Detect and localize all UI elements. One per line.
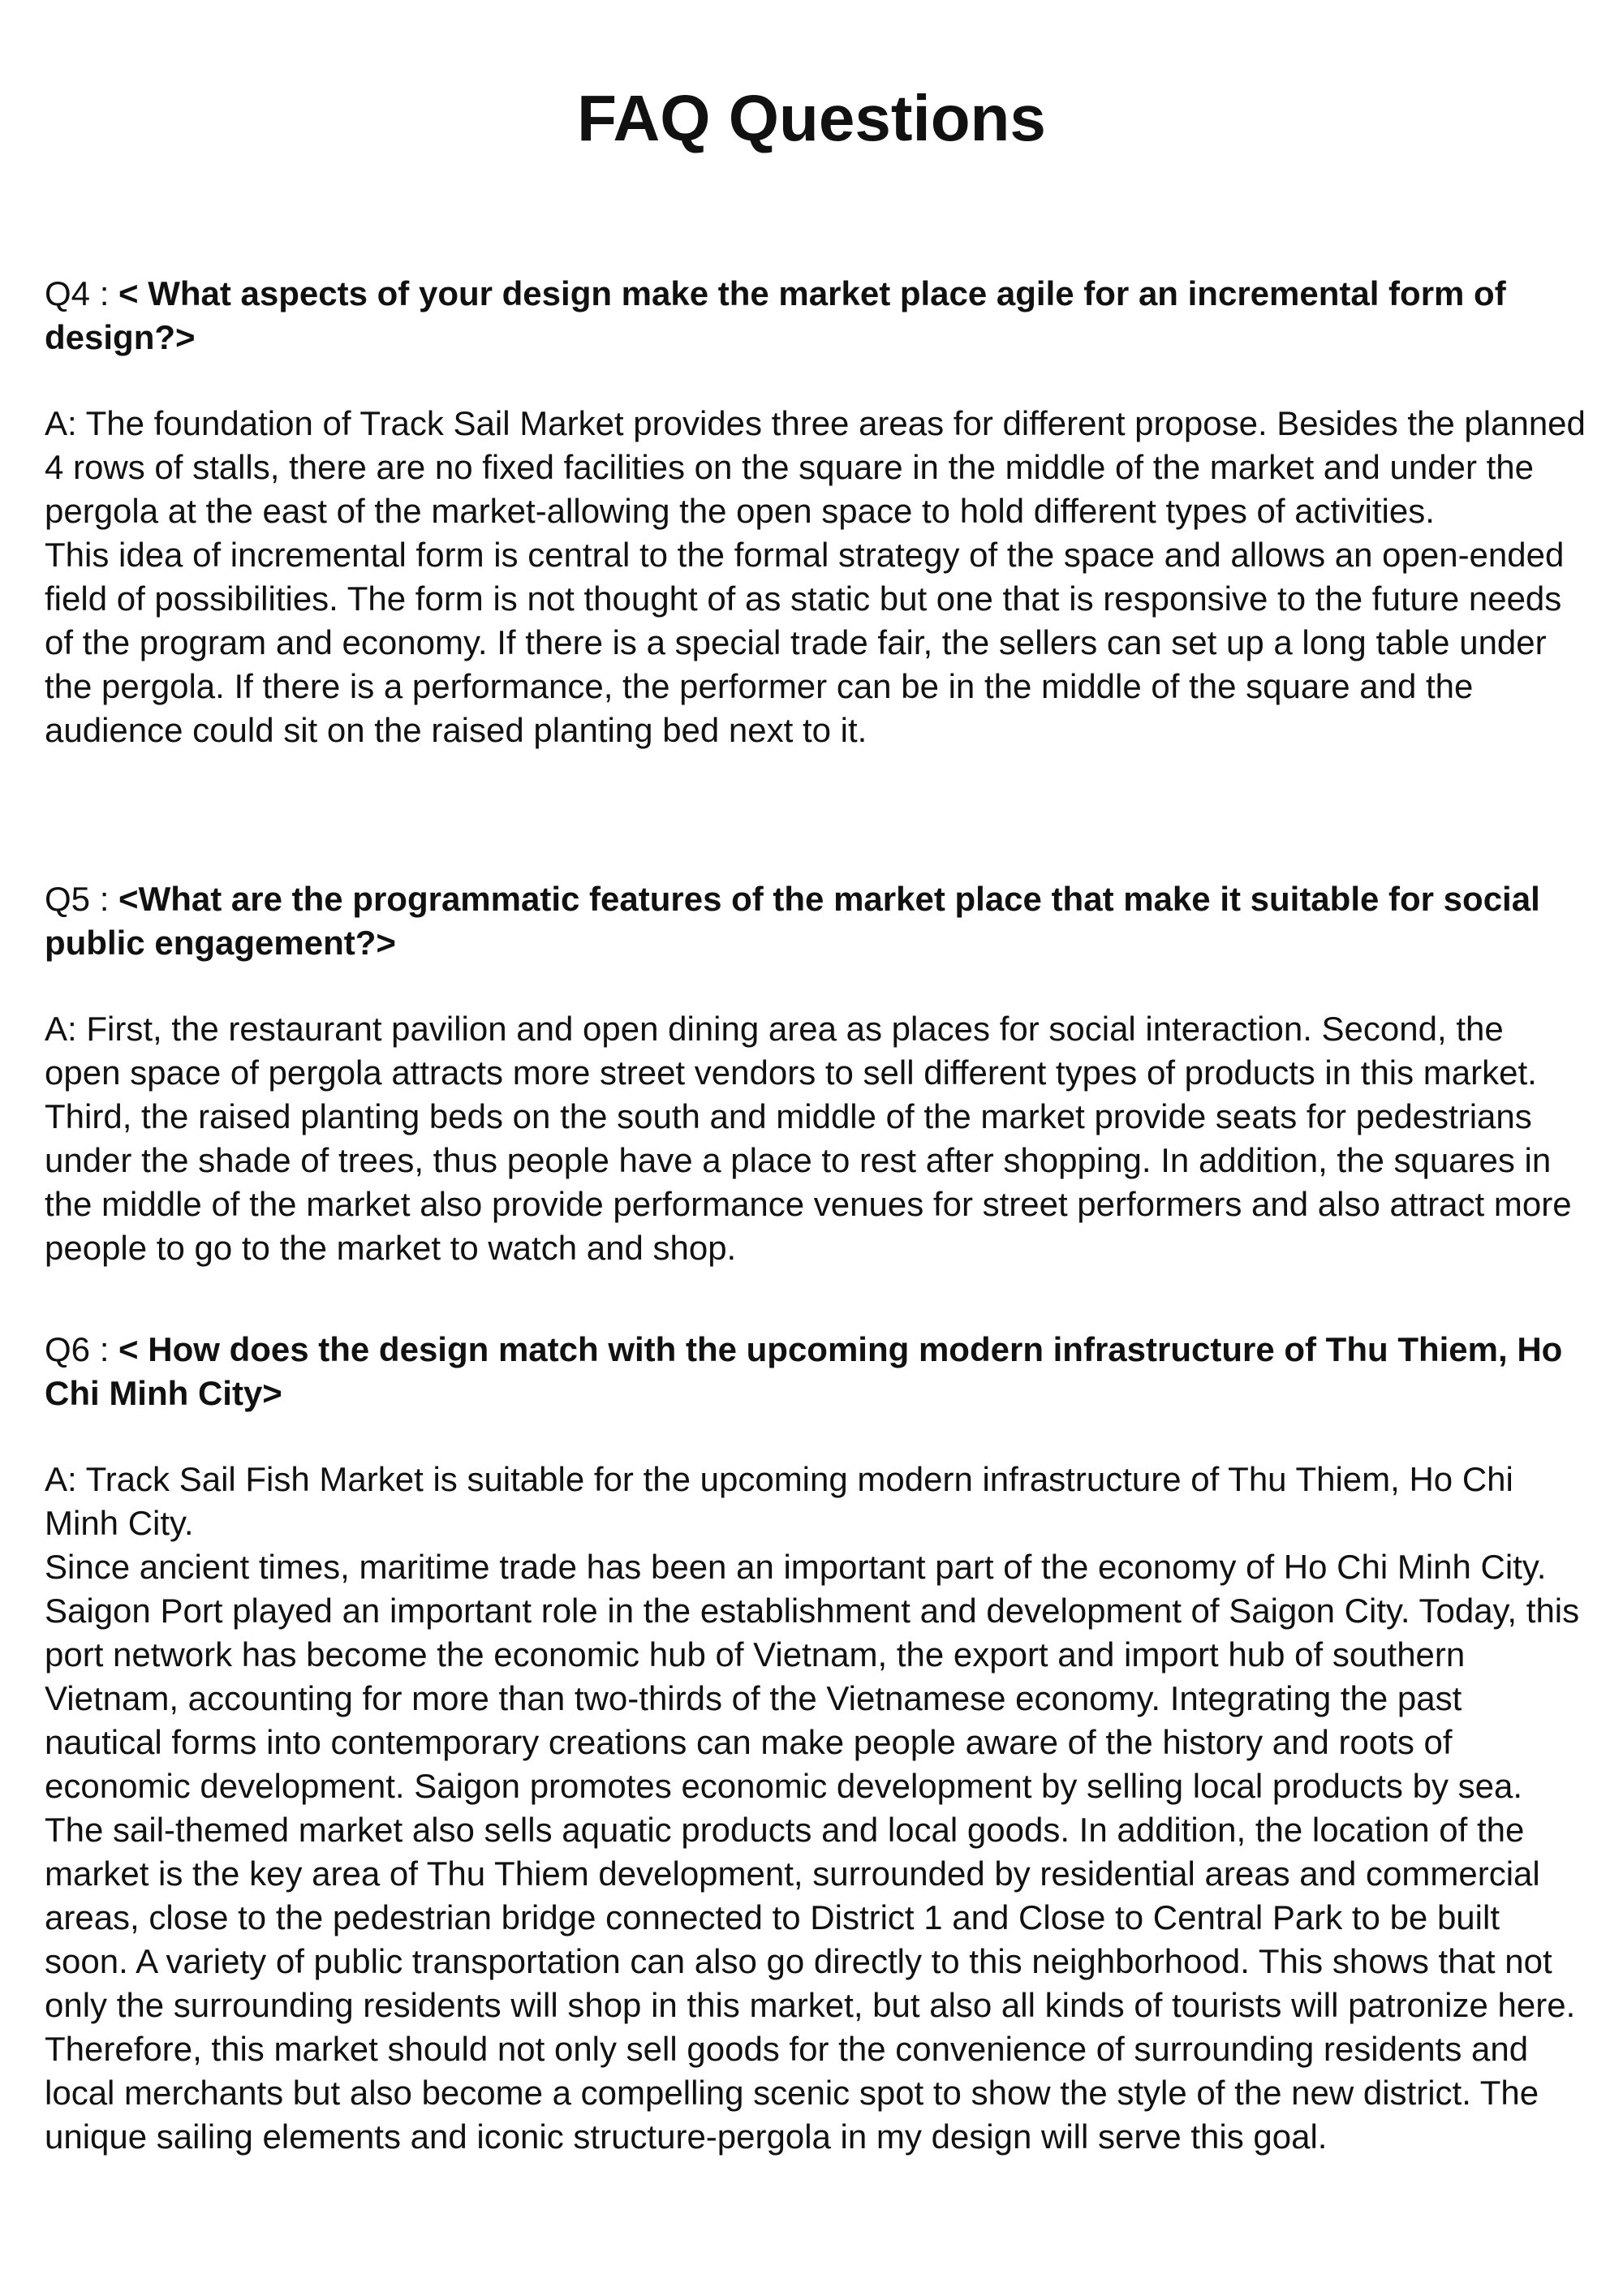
answer-paragraph: A: The foundation of Track Sail Market provides three areas for different propose. Besides the planned 4 rows of stalls, there are no fixed facilities on the square in the middle of the market and under the pergola at the east of the market-allowing the open space to hold different types of activities.	[45, 404, 1586, 530]
answer	[45, 402, 1586, 752]
faq-item-q5	[45, 877, 1586, 1270]
question-label: Q4 :	[45, 274, 119, 312]
answer-paragraph: A: Track Sail Fish Market is suitable for the upcoming modern infrastructure of Thu Thiem, Ho Chi Minh City.	[45, 1460, 1513, 1542]
faq-item-q4	[45, 272, 1586, 752]
answer	[45, 1007, 1586, 1270]
answer-paragraph: A: First, the restaurant pavilion and open dining area as places for social interaction. Second, the open space of pergola attracts more street vendors to sell different types of products in this market. Third, the raised planting beds on the south and middle of the market provide seats for pedestrians under the shade of trees, thus people have a place to rest after shopping. In addition, the squares in the middle of the market also provide performance venues for street performers and also attract more people to go to the market to watch and shop.	[45, 1010, 1572, 1267]
page-title: FAQ Questions	[577, 82, 1046, 154]
question-label: Q6 :	[45, 1330, 119, 1368]
answer-paragraph: This idea of incremental form is central to the formal strategy of the space and allows an open-ended field of possibilities. The form is not thought of as static but one that is responsive to the future needs of the program and economy. If there is a special trade fair, the sellers can set up a long table under the pergola. If there is a performance, the performer can be in the middle of the square and the audience could sit on the raised planting bed next to it.	[45, 536, 1565, 749]
question	[45, 272, 1586, 360]
question-text: <What are the programmatic features of the market place that make it suitable for social public engagement?>	[45, 880, 1540, 962]
faq-item-q6	[45, 1328, 1586, 2159]
answer-paragraph: Since ancient times, maritime trade has been an important part of the economy of Ho Chi Minh City. Saigon Port played an important role in the establishment and development of Saigon City. Today, this port network has become the economic hub of Vietnam, the export and import hub of southern Vietnam, accounting for more than two-thirds of the Vietnamese economy. Integrating the past nautical forms into contemporary creations can make people aware of the history and roots of economic development. Saigon promotes economic development by selling local products by sea. The sail-themed market also sells aquatic products and local goods. In addition, the location of the market is the key area of Thu Thiem development, surrounded by residential areas and commercial areas, close to the pedestrian bridge connected to District 1 and Close to Central Park to be built soon. A variety of public transportation can also go directly to this neighborhood. This shows that not only the surrounding residents will shop in this market, but also all kinds of tourists will patronize here. Therefore, this market should not only sell goods for the convenience of surrounding residents and local merchants but also become a compelling scenic spot to show the style of the new district. The unique sailing elements and iconic structure-pergola in my design will serve this goal.	[45, 1548, 1580, 2156]
question-text: < How does the design match with the upcoming modern infrastructure of Thu Thiem, Ho Chi Minh City>	[45, 1330, 1563, 1412]
question	[45, 877, 1586, 965]
answer	[45, 1458, 1586, 2159]
question	[45, 1328, 1586, 1415]
question-label: Q5 :	[45, 880, 119, 918]
question-text: < What aspects of your design make the market place agile for an incremental form of design?>	[45, 274, 1506, 356]
